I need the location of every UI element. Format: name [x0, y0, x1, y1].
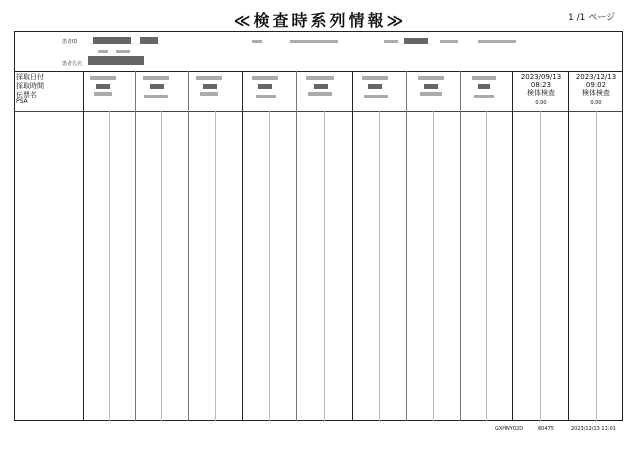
column-divider: [460, 71, 461, 421]
form-code: GXHNY02D: [495, 426, 524, 432]
redacted-column-header: [308, 92, 332, 96]
redacted-column-header: [362, 76, 388, 80]
redacted-kana: [98, 50, 108, 53]
redacted-column-header: [143, 76, 169, 80]
print-datetime: 2023/12/13 11:01: [571, 426, 616, 432]
redacted-column-header: [96, 84, 110, 89]
column-divider: [188, 71, 189, 421]
redacted-column-header: [474, 95, 494, 98]
column-divider: [242, 71, 243, 421]
column-subdivider: [324, 111, 325, 421]
redacted-column-header: [424, 84, 438, 89]
row-label-date: 採取日付: [16, 73, 44, 81]
redacted-field: [290, 40, 338, 43]
column-slip: 検体検査: [527, 89, 555, 97]
column-time: 09:02: [585, 81, 607, 89]
redacted-patient-id: [93, 37, 131, 44]
column-subdivider: [433, 111, 434, 421]
column-time: 08:23: [530, 81, 552, 89]
redacted-field: [384, 40, 398, 43]
redacted-column-header: [196, 76, 222, 80]
redacted-field: [252, 40, 262, 43]
document-title: ≪検査時系列情報≫: [233, 11, 407, 30]
column-date: 2023/12/13: [575, 73, 617, 81]
column-subdivider: [379, 111, 380, 421]
redacted-kana: [116, 50, 130, 53]
redacted-column-header: [144, 95, 168, 98]
column-subdivider: [269, 111, 270, 421]
column-subdivider: [161, 111, 162, 421]
column-divider: [406, 71, 407, 421]
redacted-column-header: [418, 76, 444, 80]
patient-id-label: 患者ID: [62, 39, 78, 45]
psa-value: 0.00: [535, 100, 547, 106]
redacted-column-header: [256, 95, 276, 98]
column-subdivider: [540, 111, 541, 421]
row-label-item: PSA: [16, 98, 28, 105]
row-labels: [16, 73, 44, 100]
column-subdivider: [109, 111, 110, 421]
column-date: 2023/09/13: [520, 73, 562, 81]
redacted-column-header: [472, 76, 496, 80]
column-subdivider: [486, 111, 487, 421]
redacted-patient-name: [88, 56, 144, 65]
redacted-field: [404, 38, 428, 44]
column-divider: [568, 71, 569, 421]
column-divider: [296, 71, 297, 421]
table-header-bottom: [14, 111, 623, 112]
patient-name-label: 患者氏名: [62, 61, 83, 67]
column-slip: 検体検査: [582, 89, 610, 97]
column-subdivider: [215, 111, 216, 421]
column-divider: [135, 71, 136, 421]
redacted-column-header: [364, 95, 388, 98]
redacted-column-header: [150, 84, 164, 89]
redacted-column-header: [478, 84, 490, 89]
column-header: [568, 73, 624, 107]
redacted-column-header: [420, 92, 442, 96]
redacted-column-header: [306, 76, 334, 80]
column-header: [513, 73, 569, 107]
row-label-slip: 伝票名: [16, 91, 37, 99]
column-subdivider: [596, 111, 597, 421]
column-divider: [512, 71, 513, 421]
psa-value: 0.00: [590, 100, 602, 106]
redacted-column-header: [314, 84, 328, 89]
redacted-column-header: [258, 84, 272, 89]
redacted-column-header: [203, 84, 217, 89]
redacted-column-header: [200, 92, 218, 96]
table-header-top: [14, 71, 623, 72]
redacted-column-header: [368, 84, 382, 89]
column-divider: [83, 71, 84, 421]
redacted-column-header: [252, 76, 278, 80]
form-number: 80475: [538, 426, 554, 432]
redacted-column-header: [90, 76, 116, 80]
column-divider: [352, 71, 353, 421]
redacted-patient-id-suffix: [140, 37, 158, 44]
redacted-column-header: [94, 92, 112, 96]
row-label-time: 採取時間: [16, 82, 44, 90]
page-number: 1 /1 ページ: [568, 13, 616, 23]
redacted-field: [440, 40, 458, 43]
redacted-field: [478, 40, 516, 43]
